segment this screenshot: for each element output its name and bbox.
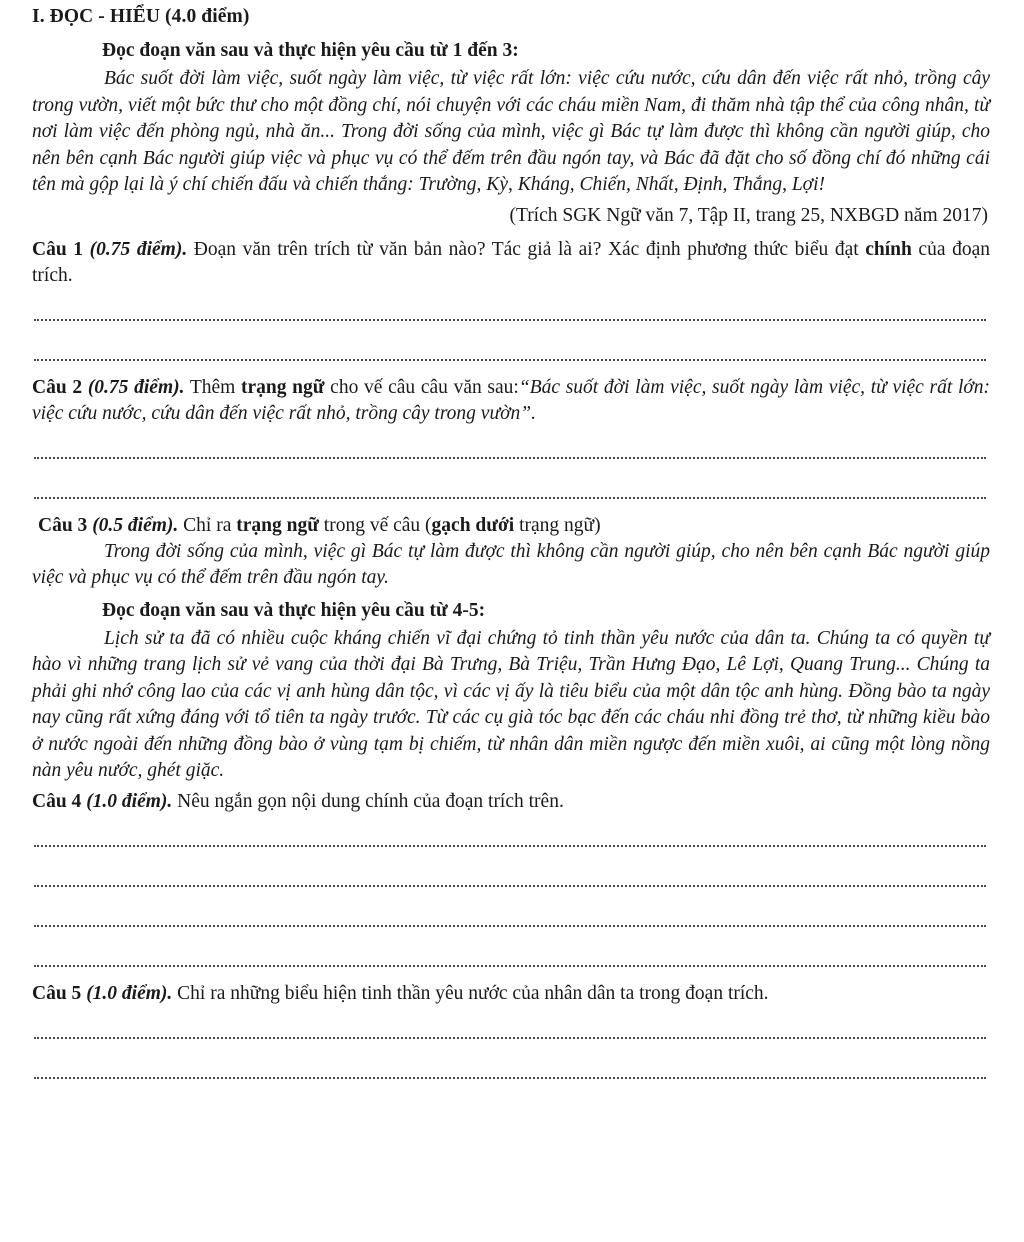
part2-passage: Lịch sử ta đã có nhiều cuộc kháng chiến vĩ đại chứng tỏ tinh thần yêu nước của dân ta. Chúng ta có quyền tự hào vì những trang lịch sử vẻ vang của thời đại Bà Trưng, Bà Triệu, Trần Hưng Đạo, Lê Lợi, Quang Trung... Chúng ta phải ghi nhớ công lao của các vị anh hùng dân tộc, vì các vị ấy là tiêu biểu của một dân tộc anh hùng. Đồng bào ta ngày nay cũng rất xứng đáng với tổ tiên ta ngày trước. Từ các cụ già tóc bạc đến các cháu nhi đồng trẻ thơ, từ những kiều bào ở nước ngoài đến những đồng bào ở vùng tạm bị chiếm, từ nhân dân miền ngược đến miền xuôi, ai cũng một lòng nồng nàn yêu nước, ghét giặc. <box>32 627 990 781</box>
answer-line-5a <box>32 1007 990 1047</box>
answer-line-1b <box>32 329 990 369</box>
question-5-score: (1.0 điểm). <box>86 982 173 1004</box>
question-4-text: Nêu ngắn gọn nội dung chính của đoạn trích trên. <box>172 790 564 812</box>
question-5-label: Câu 5 <box>32 982 82 1004</box>
question-3-text-a: Chỉ ra <box>178 514 237 536</box>
question-2-bold-word: trạng ngữ <box>241 376 325 398</box>
question-3-bold-word: trạng ngữ <box>236 514 319 536</box>
question-1-text-b: của đoạn trích. <box>32 238 990 286</box>
answer-line-4b <box>32 855 990 895</box>
answer-line-1a <box>32 289 990 329</box>
question-3-text-c: trạng ngữ) <box>514 514 601 536</box>
answer-line-5b <box>32 1047 990 1087</box>
part1-instruction: Đọc đoạn văn sau và thực hiện yêu cầu từ 1 đến 3: <box>102 40 519 61</box>
question-3-label: Câu 3 <box>38 514 88 536</box>
answer-line-4a <box>32 815 990 855</box>
question-1-bold-word: chính <box>865 238 912 260</box>
question-4-score: (1.0 điểm). <box>86 790 173 812</box>
question-3 <box>32 513 990 539</box>
answer-line-4d <box>32 935 990 975</box>
part1-passage: Bác suốt đời làm việc, suốt ngày làm việc, từ việc rất lớn: việc cứu nước, cứu dân đến việc rất nhỏ, trồng cây trong vườn, viết một bức thư cho một đồng chí, nói chuyện với các cháu miền Nam, đi thăm nhà tập thể của công nhân, từ nơi làm việc đến phòng ngủ, nhà ăn... Trong đời sống của mình, việc gì Bác tự làm được thì không cần người giúp, cho nên bên cạnh Bác người giúp việc và phục vụ có thể đếm trên đầu ngón tay, và Bác đã đặt cho số đồng chí đó những cái tên mà gộp lại là ý chí chiến đấu và chiến thắng: Trường, Kỳ, Kháng, Chiến, Nhất, Định, Thắng, Lợi! <box>32 68 990 195</box>
question-2-label: Câu 2 <box>32 376 83 398</box>
question-1-text-a: Đoạn văn trên trích từ văn bản nào? Tác giả là ai? Xác định phương thức biểu đạt <box>187 238 866 260</box>
question-3-score: (0.5 điểm). <box>92 514 179 536</box>
part2-instruction: Đọc đoạn văn sau và thực hiện yêu cầu từ 4-5: <box>102 599 486 621</box>
question-2-quote: “Bác suốt đời làm việc, suốt ngày làm việc, từ việc rất lớn: việc cứu nước, cứu dân đến việc rất nhỏ, trồng cây trong vườn”. <box>32 376 991 424</box>
question-2-text-a: Thêm <box>184 376 241 398</box>
question-3-passage: Trong đời sống của mình, việc gì Bác tự làm được thì không cần người giúp, cho nên bên cạnh Bác người giúp việc và phục vụ có thể đếm trên đầu ngón tay. <box>32 540 990 588</box>
answer-line-4c <box>32 895 990 935</box>
question-3-text-b: trong vế câu ( <box>318 514 432 536</box>
question-5 <box>32 981 990 1007</box>
part1-source: (Trích SGK Ngữ văn 7, Tập II, trang 25, NXBGD năm 2017) <box>509 204 988 226</box>
question-1-score: (0.75 điểm). <box>89 238 188 260</box>
answer-line-2a <box>32 427 990 467</box>
question-2-score: (0.75 điểm). <box>87 376 185 398</box>
question-2-text-b: cho vế câu câu văn sau: <box>324 376 519 398</box>
question-1-label: Câu 1 <box>32 238 84 260</box>
answer-line-2b <box>32 467 990 507</box>
question-3-bold-word-2: gạch dưới <box>431 514 515 536</box>
question-4-label: Câu 4 <box>32 790 82 812</box>
section-title: I. ĐỌC - HIỂU (4.0 điểm) <box>32 6 250 27</box>
question-5-text: Chỉ ra những biểu hiện tinh thần yêu nước của nhân dân ta trong đoạn trích. <box>172 982 769 1004</box>
question-4 <box>32 789 990 815</box>
question-2 <box>32 375 990 427</box>
question-1 <box>32 237 990 289</box>
